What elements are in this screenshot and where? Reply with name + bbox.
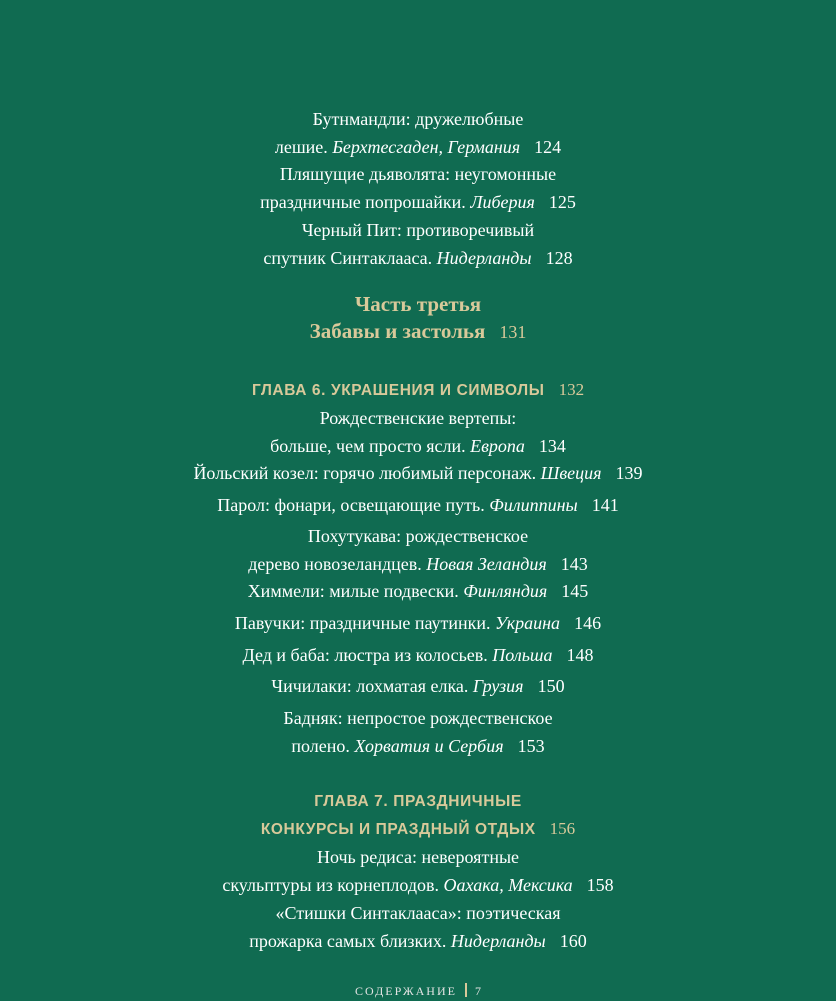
entry-title: Черный Пит: противоречивый: [301, 220, 535, 240]
entry-title-cont: скульптуры из корнеплодов.: [222, 875, 444, 895]
toc-entry-butnmandli: [0, 105, 836, 161]
entry-page: 160: [559, 931, 587, 951]
entry-title: Рождественские вертепы:: [319, 408, 517, 428]
entry-place: Грузия: [472, 676, 524, 696]
footer-divider: [465, 983, 467, 997]
footer-label: СОДЕРЖАНИЕ: [355, 984, 457, 998]
toc-entry-pohutukawa: [0, 522, 836, 578]
entry-page: 139: [615, 463, 643, 483]
entry-title-cont: прожарка самых близких.: [249, 931, 451, 951]
entry-title-cont: спутник Синтаклааса.: [263, 248, 437, 268]
entry-page: 125: [548, 192, 576, 212]
toc-entry-badnjak: [0, 704, 836, 760]
entry-place: Финляндия: [463, 581, 548, 601]
entry-page: 150: [537, 676, 565, 696]
entry-title: Пляшущие дьяволята: неугомонные: [279, 164, 557, 184]
entry-place: Хорватия и Сербия: [354, 736, 504, 756]
chapter-title: ГЛАВА 7. ПРАЗДНИЧНЫЕ: [314, 793, 522, 810]
toc-entry-pavuchky: [0, 609, 836, 637]
entry-page: 141: [591, 495, 619, 515]
toc-entry-himmeli: [0, 577, 836, 605]
entry-title-cont: лешие.: [274, 137, 333, 157]
entry-page: 153: [517, 736, 545, 756]
chapter-title-cont: КОНКУРСЫ И ПРАЗДНЫЙ ОТДЫХ: [260, 821, 536, 838]
chapter-page: 156: [549, 819, 576, 838]
part-page: 131: [499, 322, 527, 342]
footer-page-number: 7: [474, 984, 481, 998]
entry-page: 145: [561, 581, 589, 601]
entry-page: 134: [538, 436, 566, 456]
entry-title: «Стишки Синтаклааса»: поэтическая: [275, 903, 561, 923]
toc-entry-black-pete: [0, 216, 836, 272]
entry-place: Нидерланды: [450, 931, 546, 951]
entry-page: 128: [545, 248, 573, 268]
entry-title: Химмели: милые подвески.: [247, 581, 464, 601]
entry-page: 158: [586, 875, 614, 895]
entry-page: 146: [574, 613, 602, 633]
toc-entry-dancing-devils: [0, 160, 836, 216]
chapter-title: ГЛАВА 6. УКРАШЕНИЯ И СИМВОЛЫ: [251, 382, 545, 399]
part-number: Часть третья: [354, 292, 482, 316]
entry-place: Филиппины: [489, 495, 578, 515]
entry-place: Берхтесгаден, Германия: [332, 137, 521, 157]
toc-entry-ded-i-baba: [0, 641, 836, 669]
entry-title-cont: дерево новозеландцев.: [248, 554, 427, 574]
entry-place: Швеция: [540, 463, 602, 483]
toc-entry-yule-goat: [0, 459, 836, 487]
page-footer: [0, 983, 836, 999]
toc-entry-radish-night: [0, 843, 836, 899]
toc-entry-nativity: [0, 404, 836, 460]
entry-title: Похутукава: рождественское: [307, 526, 529, 546]
entry-title-cont: полено.: [291, 736, 355, 756]
entry-title: Чичилаки: лохматая елка.: [271, 676, 473, 696]
toc-entry-sinterklaas-poems: [0, 899, 836, 955]
entry-page: 148: [566, 645, 594, 665]
entry-title-cont: праздничные попрошайки.: [260, 192, 471, 212]
entry-title: Бутнмандли: дружелюбные: [312, 109, 524, 129]
entry-title: Парол: фонари, освещающие путь.: [217, 495, 490, 515]
part-title: Забавы и застолья: [309, 319, 486, 343]
toc-entry-parol: [0, 491, 836, 519]
entry-place: Украина: [495, 613, 561, 633]
entry-page: 143: [560, 554, 588, 574]
entry-place: Либерия: [470, 192, 535, 212]
entry-title: Ночь редиса: невероятные: [316, 847, 520, 867]
entry-place: Европа: [470, 436, 525, 456]
entry-page: 124: [534, 137, 562, 157]
chapter-6-heading: [0, 376, 836, 404]
entry-title: Дед и баба: люстра из колосьев.: [242, 645, 493, 665]
entry-title: Бадняк: непростое рождественское: [283, 708, 553, 728]
entry-place: Польша: [492, 645, 553, 665]
chapter-page: 132: [558, 380, 585, 399]
chapter-7-heading: [0, 788, 836, 843]
toc-entry-chichilaki: [0, 672, 836, 700]
entry-place: Оахака, Мексика: [443, 875, 573, 895]
part-heading: [0, 291, 836, 346]
entry-place: Новая Зеландия: [426, 554, 547, 574]
entry-place: Нидерланды: [436, 248, 532, 268]
entry-title: Йольский козел: горячо любимый персонаж.: [193, 463, 541, 483]
entry-title-cont: больше, чем просто ясли.: [270, 436, 471, 456]
entry-title: Павучки: праздничные паутинки.: [234, 613, 496, 633]
